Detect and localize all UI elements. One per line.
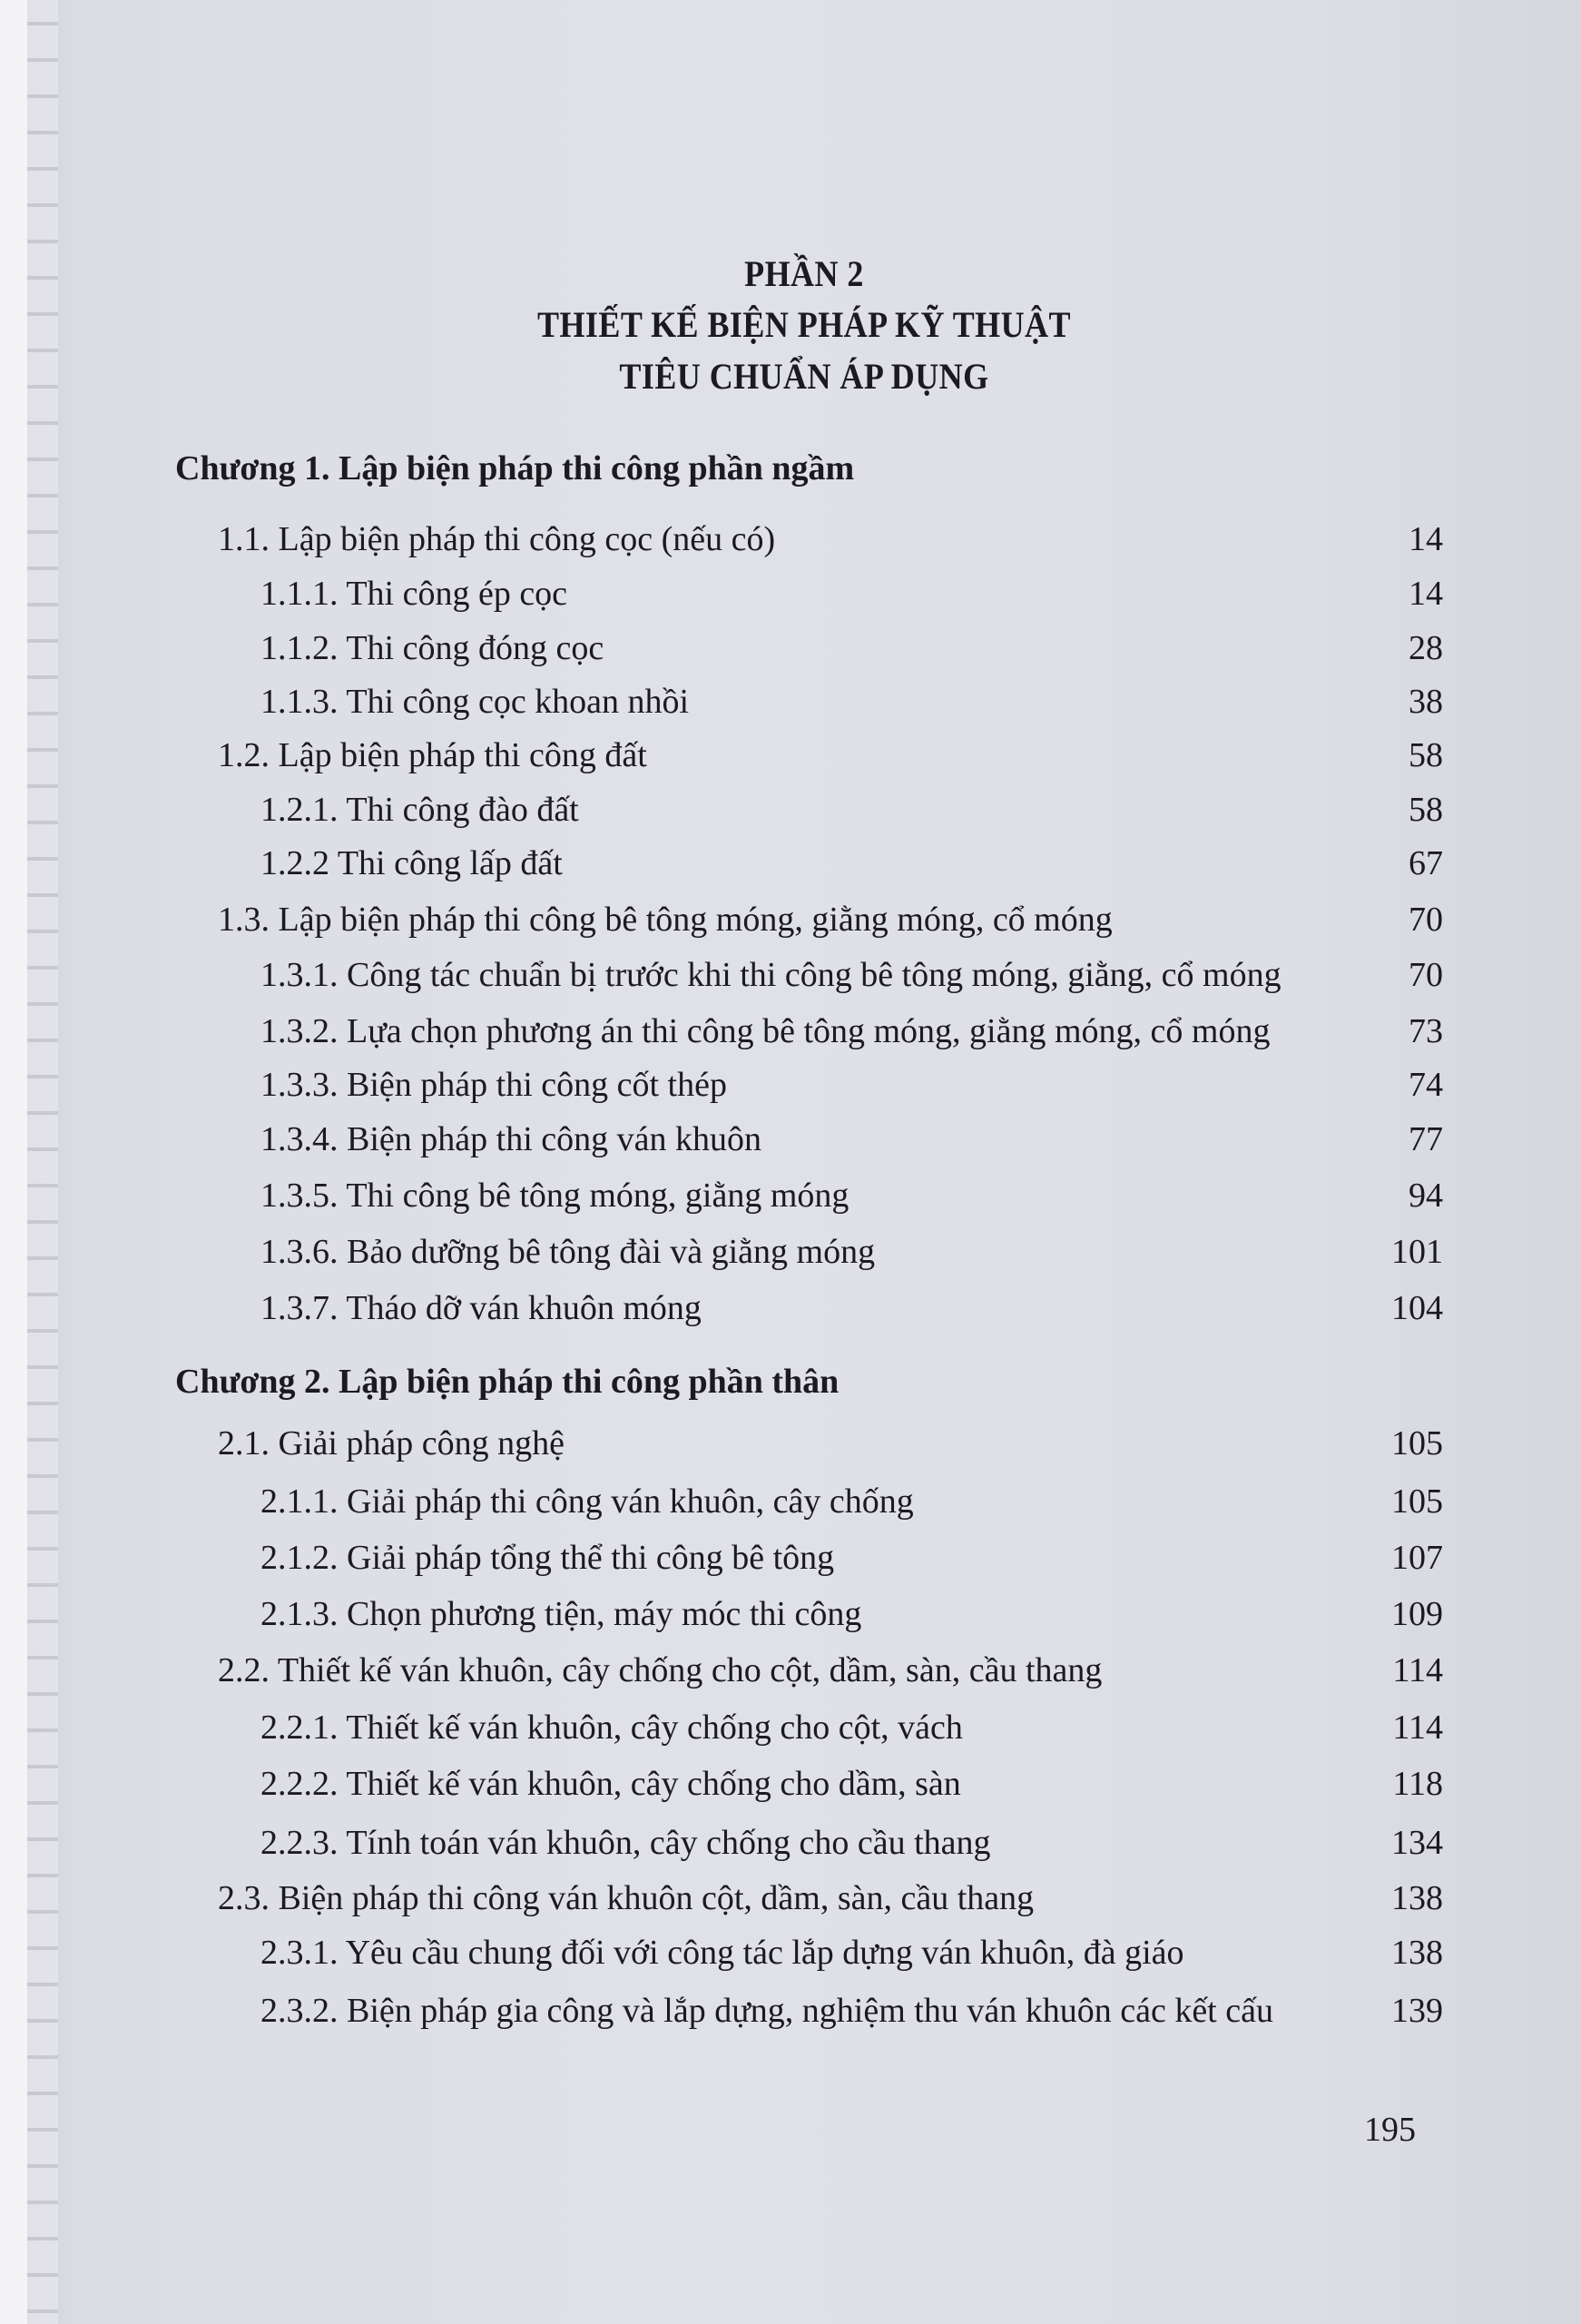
toc-entry xyxy=(27,1984,1443,2039)
toc-entry-label: 1.2. Lập biện pháp thi công đất xyxy=(218,736,647,774)
toc-entry xyxy=(27,783,1443,838)
part-title: THIẾT KẾ BIỆN PHÁP KỸ THUẬT xyxy=(537,304,1071,345)
toc-entry-label: 2.1. Giải pháp công nghệ xyxy=(218,1424,565,1462)
page-number: 195 xyxy=(1364,2111,1416,2149)
toc-entry-page: 58 xyxy=(1409,791,1443,829)
toc-entry xyxy=(27,1474,1443,1530)
toc-entry-page: 77 xyxy=(1409,1120,1443,1158)
toc-entry-label: 1.3.7. Tháo dỡ ván khuôn móng xyxy=(260,1289,702,1327)
toc-entry xyxy=(27,1225,1443,1280)
toc-entry-label: 1.3.5. Thi công bê tông móng, giằng móng xyxy=(260,1177,849,1215)
toc-entry-label: 1.1.3. Thi công cọc khoan nhồi xyxy=(260,683,690,721)
toc-entry-page: 105 xyxy=(1391,1424,1443,1462)
toc-entry xyxy=(27,512,1443,567)
toc-entry xyxy=(27,1281,1443,1336)
toc-entry-label: 2.2.3. Tính toán ván khuôn, cây chống cho cầu thang xyxy=(260,1824,991,1862)
toc-chapter xyxy=(27,441,1443,497)
toc-entry-label: 1.1.2. Thi công đóng cọc xyxy=(260,629,604,667)
toc-entry xyxy=(27,948,1443,1003)
toc-entry xyxy=(27,728,1443,783)
toc-entry-label: 1.3.3. Biện pháp thi công cốt thép xyxy=(260,1066,727,1104)
toc-entry-page: 70 xyxy=(1409,901,1443,939)
toc-entry-label: 2.3.1. Yêu cầu chung đối với công tác lắp dựng ván khuôn, đà giáo xyxy=(260,1934,1184,1972)
toc-entry xyxy=(27,675,1443,730)
toc-entry-label: 2.3.2. Biện pháp gia công và lắp dựng, nghiệm thu ván khuôn các kết cấu xyxy=(260,1992,1273,2030)
toc-entry-label: 1.3.6. Bảo dưỡng bê tông đài và giằng móng xyxy=(260,1233,876,1271)
toc-entry-page: 74 xyxy=(1409,1066,1443,1104)
toc-entry-page: 138 xyxy=(1391,1934,1443,1972)
toc-entry-label: 1.2.2 Thi công lấp đất xyxy=(260,844,563,882)
toc-entry-page: 118 xyxy=(1392,1765,1443,1803)
part-subtitle: TIÊU CHUẨN ÁP DỤNG xyxy=(619,356,989,397)
toc-entry-page: 138 xyxy=(1391,1879,1443,1917)
toc-entry xyxy=(27,1925,1443,1981)
toc-entry xyxy=(27,1112,1443,1167)
toc-entry-page: 105 xyxy=(1391,1482,1443,1521)
document-page xyxy=(27,0,1581,2324)
toc-entry xyxy=(27,1168,1443,1224)
toc-entry xyxy=(27,1416,1443,1472)
toc-entry xyxy=(27,892,1443,948)
toc-entry-page: 38 xyxy=(1409,683,1443,721)
toc-entry xyxy=(27,1757,1443,1812)
toc-entry-page: 70 xyxy=(1409,956,1443,994)
toc-entry-page: 58 xyxy=(1409,736,1443,774)
toc-entry xyxy=(27,1816,1443,1871)
toc-entry-page: 104 xyxy=(1391,1289,1443,1327)
toc-entry-page: 139 xyxy=(1391,1992,1443,2030)
toc-entry-label: 1.3.1. Công tác chuẩn bị trước khi thi công bê tông móng, giằng, cổ móng xyxy=(260,956,1281,994)
toc-entry xyxy=(27,1058,1443,1113)
toc-entry-label: 2.1.2. Giải pháp tổng thể thi công bê tông xyxy=(260,1539,835,1577)
toc-entry xyxy=(27,1004,1443,1059)
toc-entry-label: Chương 1. Lập biện pháp thi công phần ngầm xyxy=(175,449,855,487)
toc-entry-label: 1.2.1. Thi công đào đất xyxy=(260,791,579,829)
toc-entry-page: 67 xyxy=(1409,844,1443,882)
toc-entry xyxy=(27,1531,1443,1586)
toc-entry-label: 2.2.2. Thiết kế ván khuôn, cây chống cho dầm, sàn xyxy=(260,1765,961,1803)
toc-entry-page: 107 xyxy=(1391,1539,1443,1577)
toc-chapter xyxy=(27,1354,1443,1410)
toc-entry xyxy=(27,1587,1443,1642)
part-heading: PHẦN 2 xyxy=(744,253,864,294)
toc-entry-page: 73 xyxy=(1409,1012,1443,1050)
toc-entry-label: 2.3. Biện pháp thi công ván khuôn cột, dầm, sàn, cầu thang xyxy=(218,1879,1035,1917)
toc-entry xyxy=(27,1700,1443,1756)
toc-entry xyxy=(27,836,1443,891)
toc-entry-page: 134 xyxy=(1391,1824,1443,1862)
toc-entry-label: Chương 2. Lập biện pháp thi công phần thân xyxy=(175,1363,840,1401)
toc-entry-label: 1.3. Lập biện pháp thi công bê tông móng, giằng móng, cổ móng xyxy=(218,901,1113,939)
toc-entry-label: 1.3.2. Lựa chọn phương án thi công bê tông móng, giằng móng, cổ móng xyxy=(260,1012,1271,1050)
toc-entry-label: 2.1.1. Giải pháp thi công ván khuôn, cây chống xyxy=(260,1482,914,1521)
toc-entry xyxy=(27,566,1443,622)
toc-entry-label: 1.1. Lập biện pháp thi công cọc (nếu có) xyxy=(218,520,776,558)
toc-entry xyxy=(27,1643,1443,1699)
toc-entry-page: 101 xyxy=(1391,1233,1443,1271)
toc-entry-page: 14 xyxy=(1409,575,1443,613)
toc-entry-label: 1.1.1. Thi công ép cọc xyxy=(260,575,568,613)
toc-entry-page: 94 xyxy=(1409,1177,1443,1215)
toc-entry-page: 109 xyxy=(1391,1595,1443,1633)
toc-entry-page: 28 xyxy=(1409,629,1443,667)
toc-entry-label: 2.2.1. Thiết kế ván khuôn, cây chống cho cột, vách xyxy=(260,1709,963,1747)
toc-entry-page: 114 xyxy=(1392,1709,1443,1747)
toc-entry-label: 2.1.3. Chọn phương tiện, máy móc thi công xyxy=(260,1595,862,1633)
toc-entry-label: 2.2. Thiết kế ván khuôn, cây chống cho cột, dầm, sàn, cầu thang xyxy=(218,1651,1103,1689)
toc-entry xyxy=(27,1871,1443,1926)
toc-entry-label: 1.3.4. Biện pháp thi công ván khuôn xyxy=(260,1120,761,1158)
toc-entry-page: 14 xyxy=(1409,520,1443,558)
toc-entry xyxy=(27,621,1443,676)
toc-entry-page: 114 xyxy=(1392,1651,1443,1689)
